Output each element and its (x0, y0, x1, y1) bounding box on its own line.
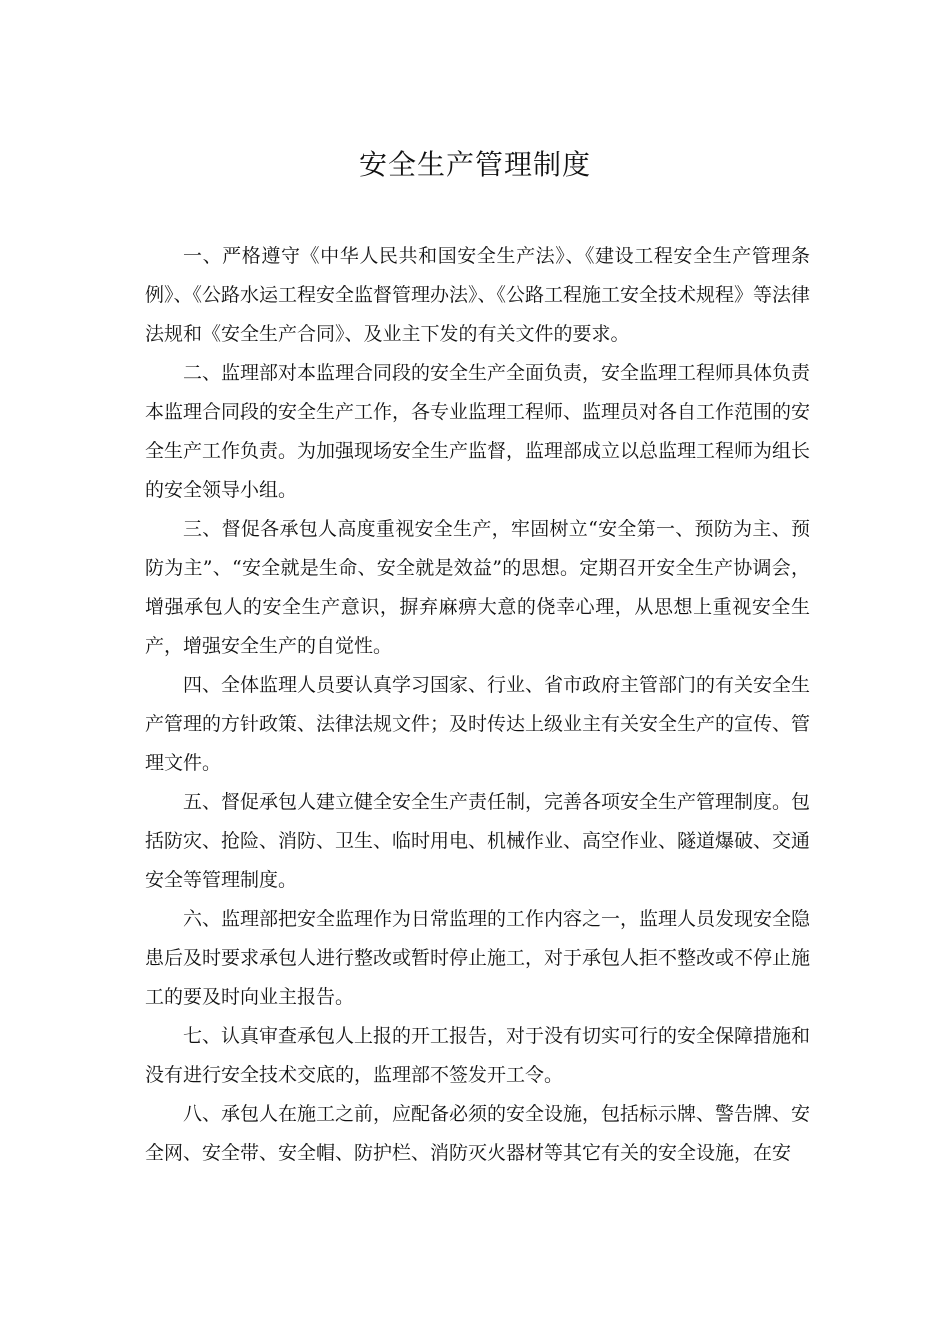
document-body (145, 237, 810, 1173)
paragraph-7: 七、认真审查承包人上报的开工报告，对于没有切实可行的安全保障措施和没有进行安全技术交底的，监理部不签发开工令。 (145, 1025, 811, 1086)
paragraph-6: 六、监理部把安全监理作为日常监理的工作内容之一，监理人员发现安全隐患后及时要求承包人进行整改或暂时停止施工，对于承包人拒不整改或不停止施工的要及时向业主报告。 (145, 908, 811, 1008)
document-title: 安全生产管理制度 (358, 148, 591, 181)
paragraph-4: 四、全体监理人员要认真学习国家、行业、省市政府主管部门的有关安全生产管理的方针政策、法律法规文件；及时传达上级业主有关安全生产的宣传、管理文件。 (145, 674, 811, 774)
paragraph-2: 二、监理部对本监理合同段的安全生产全面负责，安全监理工程师具体负责本监理合同段的安全生产工作，各专业监理工程师、监理员对各自工作范围的安全生产工作负责。为加强现场安全生产监督，监理部成立以总监理工程师为组长的安全领导小组。 (145, 362, 811, 501)
paragraph-3: 三、督促各承包人高度重视安全生产，牢固树立“安全第一、预防为主、预防为主”、“安全就是生命、安全就是效益”的思想。定期召开安全生产协调会，增强承包人的安全生产意识，摒弃麻痹大意的侥幸心理，从思想上重视安全生产，增强安全生产的自觉性。 (145, 518, 810, 657)
paragraph-5: 五、督促承包人建立健全安全生产责任制，完善各项安全生产管理制度。包括防灾、抢险、消防、卫生、临时用电、机械作业、高空作业、隧道爆破、交通安全等管理制度。 (145, 791, 811, 891)
paragraph-1: 一、严格遵守《中华人民共和国安全生产法》、《建设工程安全生产管理条例》、《公路水运工程安全监督管理办法》、《公路工程施工安全技术规程》等法律法规和《安全生产合同》、及业主下发的有关文件的要求。 (145, 245, 811, 345)
paragraph-8: 八、承包人在施工之前，应配备必须的安全设施，包括标示牌、警告牌、安全网、安全带、安全帽、防护栏、消防灭火器材等其它有关的安全设施，在安 (145, 1103, 811, 1164)
